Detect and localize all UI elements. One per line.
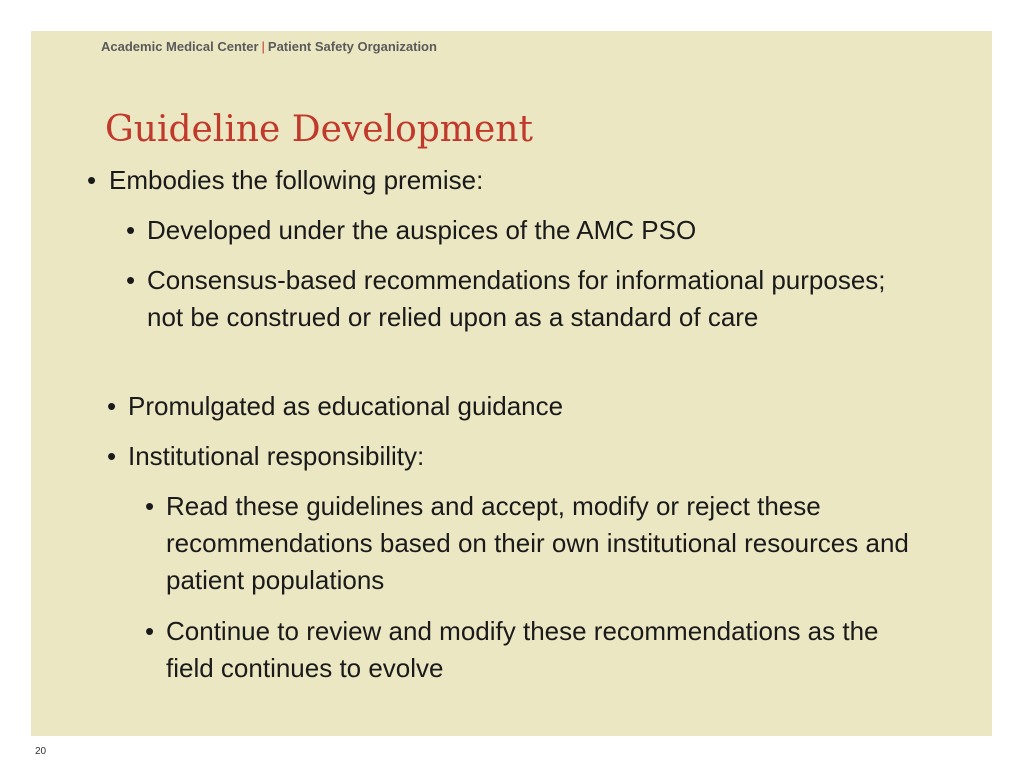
bullet-dot: • [145,491,155,521]
bullet-dot: • [145,616,155,646]
bullet-item [145,488,925,599]
page-number: 20 [35,746,47,757]
bullet-dot: • [107,391,117,421]
bullet-item [107,438,907,475]
bullet-dot: • [126,215,136,245]
bullet-item [107,388,907,425]
slide-header [101,39,437,54]
bullet-item [87,162,887,199]
bullet-text: Embodies the following premise: [109,165,484,195]
bullet-text: Read these guidelines and accept, modify or reject these recommendations based on their own institutional resources and patient populations [166,491,909,595]
bullet-dot: • [87,165,97,195]
bullet-text: Developed under the auspices of the AMC PSO [147,215,697,245]
slide-title: Guideline Development [105,109,533,150]
bullet-text: Institutional responsibility: [128,441,425,471]
bullet-text: Promulgated as educational guidance [128,391,564,421]
bullet-text: Consensus-based recommendations for informational purposes; not be construed or relied upon as a standard of care [147,265,886,332]
bullet-dot: • [126,265,136,295]
bullet-text: Continue to review and modify these recommendations as the field continues to evolve [166,616,879,683]
bullet-item [126,262,906,336]
bullet-item [126,212,906,249]
header-separator: | [261,39,265,54]
bullet-dot: • [107,441,117,471]
header-org-left: Academic Medical Center [101,39,259,54]
header-org-right: Patient Safety Organization [267,39,437,54]
bullet-item [145,613,925,687]
